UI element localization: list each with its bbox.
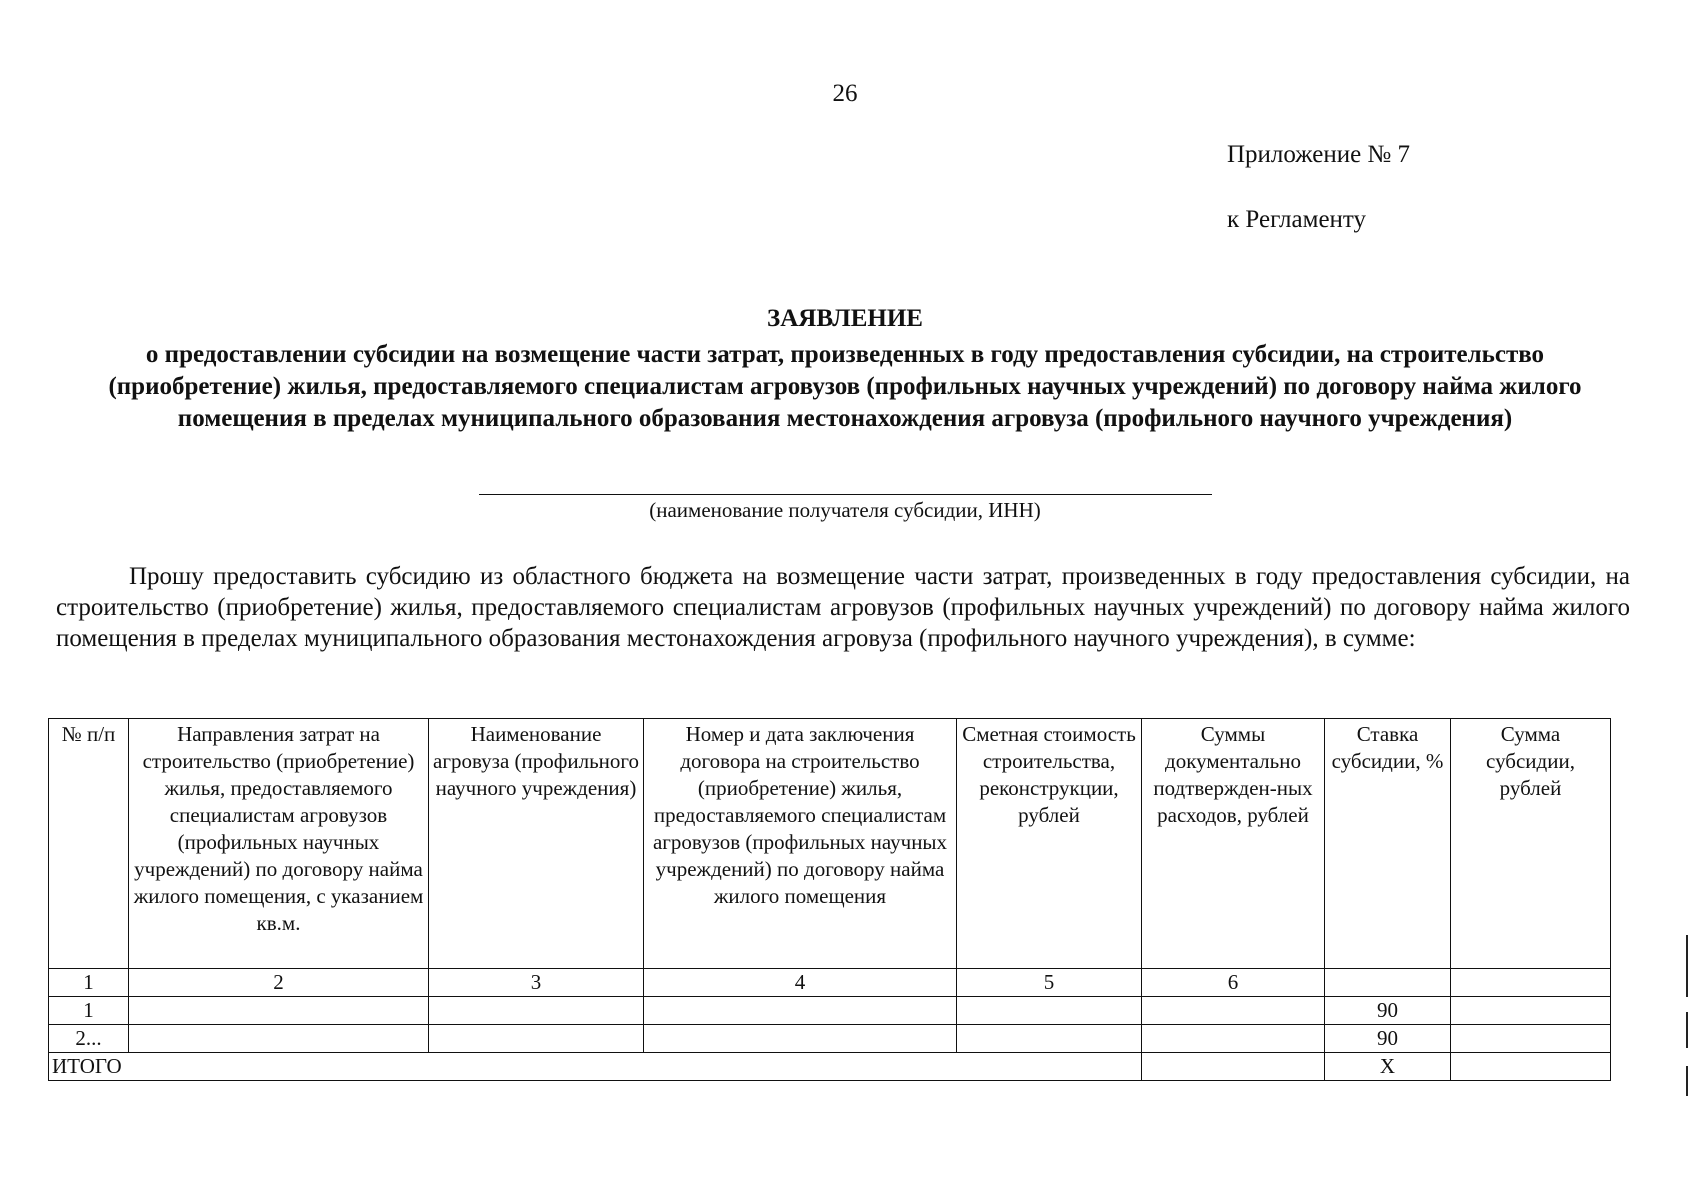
scan-edge-mark (1686, 1066, 1688, 1096)
table-cell (1451, 1025, 1611, 1053)
header-row-number: № п/п (49, 719, 129, 969)
table-cell (129, 1025, 429, 1053)
row-number-cell: 1 (49, 997, 129, 1025)
table-cell (129, 997, 429, 1025)
table-cell (1142, 1025, 1325, 1053)
document-title: ЗАЯВЛЕНИЕ (767, 305, 923, 332)
column-number: 4 (644, 969, 957, 997)
header-cost-direction: Направления затрат на строительство (приобретение) жилья, предоставляемого специалистам агровузов (профильных научных учреждений) по договору найма жилого помещения, с указанием кв.м. (129, 719, 429, 969)
column-number: 2 (129, 969, 429, 997)
column-number (1325, 969, 1451, 997)
table-cell (429, 997, 644, 1025)
page-number: 26 (832, 80, 858, 107)
column-number-row (49, 969, 1611, 997)
header-estimated-cost: Сметная стоимость строительства, реконструкции, рублей (957, 719, 1142, 969)
table-cell (644, 1025, 957, 1053)
table-cell (429, 1025, 644, 1053)
header-contract-number-date: Номер и дата заключения договора на строительство (приобретение) жилья, предоставляемого специалистам агровузов (профильных научных учреждений) по договору найма жилого помещения (644, 719, 957, 969)
row-number-cell: 2... (49, 1025, 129, 1053)
column-number: 1 (49, 969, 129, 997)
table-cell (1451, 997, 1611, 1025)
column-number (1451, 969, 1611, 997)
header-subsidy-rate: Ставка субсидии, % (1325, 719, 1451, 969)
header-subsidy-sum: Сумма субсидии, рублей (1451, 719, 1611, 969)
appendix-reference: к Регламенту (1227, 206, 1367, 233)
recipient-caption: (наименование получателя субсидии, ИНН) (649, 498, 1041, 522)
table-header-row (49, 719, 1611, 969)
total-documented-cell (1142, 1053, 1325, 1081)
table-cell (1142, 997, 1325, 1025)
table-row (49, 997, 1611, 1025)
column-number: 6 (1142, 969, 1325, 997)
scan-edge-mark (1686, 935, 1688, 997)
subsidy-table (48, 718, 1611, 1081)
total-sum-cell (1451, 1053, 1611, 1081)
header-documented-expenses: Суммы документально подтвержден-ных расходов, рублей (1142, 719, 1325, 969)
recipient-fill-line (479, 494, 1212, 495)
header-institution-name: Наименование агровуза (профильного научного учреждения) (429, 719, 644, 969)
total-label: ИТОГО (49, 1053, 1142, 1081)
table-row (49, 1025, 1611, 1053)
document-subtitle: о предоставлении субсидии на возмещение части затрат, произведенных в году предоставления субсидии, на строительство (приобретение) жилья, предоставляемого специалистам агровузов (профильных научных учреждений) по договору найма жилого помещения в пределах муниципального образования местонахождения агровуза (профильного научного учреждения) (108, 341, 1582, 432)
request-paragraph: Прошу предоставить субсидию из областного бюджета на возмещение части затрат, произведенных в году предоставления субсидии, на строительство (приобретение) жилья, предоставляемого специалистам агровузов (профильных научных учреждений) по договору найма жилого помещения в пределах муниципального образования местонахождения агровуза (профильного научного учреждения), в сумме: (56, 563, 1630, 652)
column-number: 3 (429, 969, 644, 997)
table-cell (957, 997, 1142, 1025)
table-cell (957, 1025, 1142, 1053)
subsidy-rate-cell: 90 (1325, 997, 1451, 1025)
total-rate-cell: Х (1325, 1053, 1451, 1081)
column-number: 5 (957, 969, 1142, 997)
subsidy-rate-cell: 90 (1325, 1025, 1451, 1053)
scan-edge-mark (1686, 1012, 1688, 1048)
table-cell (644, 997, 957, 1025)
total-row (49, 1053, 1611, 1081)
appendix-number: Приложение № 7 (1227, 141, 1411, 168)
